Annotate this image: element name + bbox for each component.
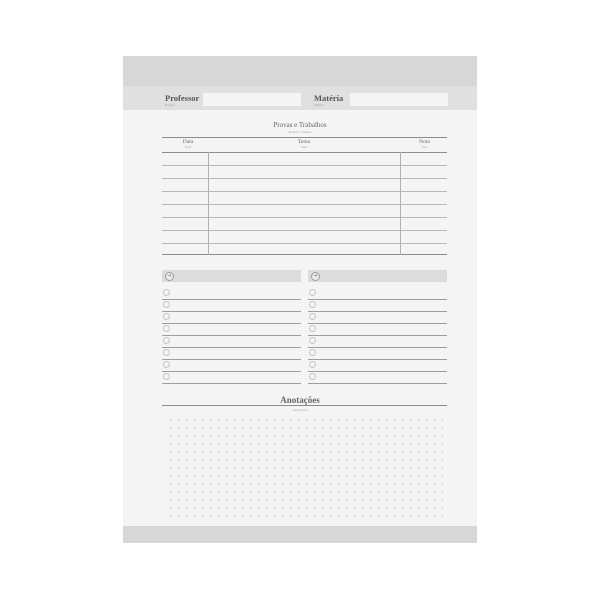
checkbox-circle-icon[interactable]	[309, 325, 316, 332]
table-row[interactable]	[162, 243, 447, 244]
checkbox-circle-icon[interactable]	[163, 373, 170, 380]
header-band	[123, 86, 477, 110]
table-header-rule	[162, 152, 447, 153]
checkbox-circle-icon[interactable]	[309, 349, 316, 356]
table-top-rule	[162, 137, 447, 138]
notes-title: Anotações	[280, 395, 320, 405]
checkbox-circle-icon[interactable]	[163, 337, 170, 344]
bottom-band	[123, 526, 477, 543]
professor-label: Professor	[165, 93, 200, 103]
checkbox-circle-icon[interactable]	[309, 337, 316, 344]
table-row[interactable]	[162, 191, 447, 192]
column-subheader-date: Fecha	[184, 146, 192, 149]
top-band	[123, 56, 477, 86]
notes-dot-grid[interactable]	[167, 416, 443, 520]
professor-sublabel: Profesor	[165, 103, 176, 107]
checkbox-circle-icon[interactable]	[309, 361, 316, 368]
exams-title: Provas e Trabalhos	[273, 121, 327, 129]
checkbox-circle-icon[interactable]	[163, 349, 170, 356]
notes-rule	[162, 405, 447, 406]
table-column-divider	[208, 152, 209, 255]
arrow-right-icon: ➔	[311, 272, 320, 281]
checkbox-circle-icon[interactable]	[309, 373, 316, 380]
notes-subtitle: Anotaciones	[292, 408, 308, 412]
column-header-grade: Nota	[419, 139, 430, 145]
table-row[interactable]	[162, 204, 447, 205]
list-item[interactable]	[162, 371, 301, 384]
table-row[interactable]	[162, 217, 447, 218]
checklist-header	[162, 270, 301, 282]
table-column-divider	[400, 152, 401, 255]
column-subheader-grade: Nota	[421, 146, 428, 149]
table-row[interactable]	[162, 230, 447, 231]
checkbox-circle-icon[interactable]	[309, 313, 316, 320]
checkbox-circle-icon[interactable]	[163, 289, 170, 296]
planner-page	[123, 56, 477, 543]
materia-field[interactable]	[350, 93, 448, 106]
list-item[interactable]	[308, 371, 447, 384]
exams-subtitle: Pruebas y Trabajos	[288, 130, 312, 134]
checkbox-circle-icon[interactable]	[309, 301, 316, 308]
checkbox-circle-icon[interactable]	[163, 361, 170, 368]
table-row[interactable]	[162, 165, 447, 166]
professor-field[interactable]	[203, 93, 301, 106]
checkbox-circle-icon[interactable]	[163, 325, 170, 332]
materia-label: Matéria	[314, 93, 344, 103]
table-bottom-rule	[162, 254, 447, 255]
arrow-right-icon: ➔	[165, 272, 174, 281]
checklist-header	[308, 270, 447, 282]
table-row[interactable]	[162, 178, 447, 179]
checkbox-circle-icon[interactable]	[163, 301, 170, 308]
column-subheader-topic: Tema	[300, 146, 308, 149]
checkbox-circle-icon[interactable]	[163, 313, 170, 320]
checkbox-circle-icon[interactable]	[309, 289, 316, 296]
exams-table	[162, 137, 447, 255]
column-header-topic: Tema	[297, 139, 311, 145]
column-header-date: Data	[182, 139, 194, 145]
materia-sublabel: Materia	[314, 103, 324, 107]
